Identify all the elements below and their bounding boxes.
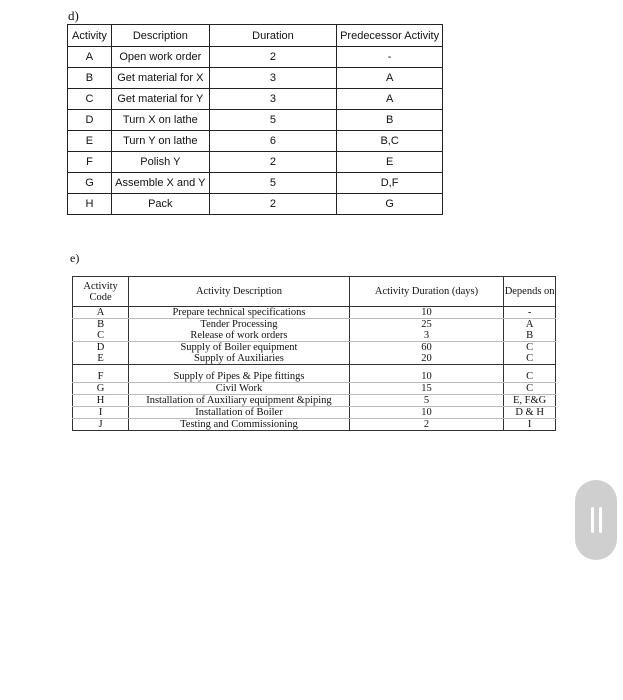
cell: 2	[349, 419, 504, 431]
cell: Testing and Commissioning	[129, 419, 350, 431]
cell: F	[68, 152, 112, 173]
cell: 3	[349, 330, 504, 342]
cell: Prepare technical specifications	[129, 307, 350, 319]
header-activity-code: Activity Code	[73, 277, 129, 307]
handle-bar-icon	[591, 507, 594, 533]
cell: 3	[209, 89, 337, 110]
cell: Pack	[111, 194, 209, 215]
cell: H	[68, 194, 112, 215]
table-row	[68, 173, 443, 194]
table-row	[73, 383, 556, 395]
table-row	[73, 353, 556, 365]
cell: Open work order	[111, 47, 209, 68]
cell: 20	[349, 353, 504, 365]
cell: C	[504, 353, 556, 365]
cell: C	[504, 383, 556, 395]
cell: Turn X on lathe	[111, 110, 209, 131]
table-row	[68, 47, 443, 68]
header-activity: Activity	[68, 25, 112, 47]
cell: C	[504, 371, 556, 383]
table-row	[73, 407, 556, 419]
cell: 6	[209, 131, 337, 152]
cell: Supply of Auxiliaries	[129, 353, 350, 365]
table-d	[67, 24, 443, 215]
cell: 5	[209, 173, 337, 194]
table-row	[68, 194, 443, 215]
cell: A	[73, 307, 129, 319]
cell: 3	[209, 68, 337, 89]
cell: Get material for Y	[111, 89, 209, 110]
table-row	[68, 131, 443, 152]
cell: D	[73, 342, 129, 354]
table-e	[72, 276, 556, 431]
table-row	[73, 395, 556, 407]
table-row	[73, 371, 556, 383]
cell: H	[73, 395, 129, 407]
cell: 10	[349, 407, 504, 419]
cell: 25	[349, 319, 504, 331]
cell: E, F&G	[504, 395, 556, 407]
cell: Installation of Auxiliary equipment &piping	[129, 395, 350, 407]
cell: E	[337, 152, 443, 173]
cell: Polish Y	[111, 152, 209, 173]
side-handle-button[interactable]	[575, 480, 617, 560]
cell: E	[73, 353, 129, 365]
section-d-label: d)	[68, 8, 79, 23]
cell: D	[68, 110, 112, 131]
cell: F	[73, 371, 129, 383]
cell: 2	[209, 152, 337, 173]
cell: B	[504, 330, 556, 342]
cell: C	[504, 342, 556, 354]
table-row	[73, 319, 556, 331]
table-row	[68, 152, 443, 173]
cell: E	[68, 131, 112, 152]
table-row	[68, 89, 443, 110]
table-row	[73, 342, 556, 354]
cell: Supply of Pipes & Pipe fittings	[129, 371, 350, 383]
header-description: Description	[111, 25, 209, 47]
cell: Get material for X	[111, 68, 209, 89]
cell: A	[68, 47, 112, 68]
cell: A	[337, 89, 443, 110]
cell: A	[337, 68, 443, 89]
cell: Installation of Boiler	[129, 407, 350, 419]
table-row	[73, 307, 556, 319]
cell: 2	[209, 194, 337, 215]
handle-bar-icon	[599, 507, 602, 533]
cell: G	[68, 173, 112, 194]
cell: 15	[349, 383, 504, 395]
header-activity-description: Activity Description	[129, 277, 350, 307]
header-duration: Duration	[209, 25, 337, 47]
cell: B	[337, 110, 443, 131]
cell: G	[337, 194, 443, 215]
cell: A	[504, 319, 556, 331]
cell: -	[337, 47, 443, 68]
cell: 5	[209, 110, 337, 131]
cell: 60	[349, 342, 504, 354]
cell: B,C	[337, 131, 443, 152]
cell: Civil Work	[129, 383, 350, 395]
cell: 10	[349, 307, 504, 319]
cell: C	[68, 89, 112, 110]
header-depends-on: Depends on	[504, 277, 556, 307]
table-row	[68, 68, 443, 89]
cell: Assemble X and Y	[111, 173, 209, 194]
cell: -	[504, 307, 556, 319]
cell: B	[73, 319, 129, 331]
cell: Turn Y on lathe	[111, 131, 209, 152]
cell: 2	[209, 47, 337, 68]
cell: Release of work orders	[129, 330, 350, 342]
section-e-label: e)	[70, 251, 80, 265]
table-e-header-row	[73, 277, 556, 307]
cell: G	[73, 383, 129, 395]
cell: B	[68, 68, 112, 89]
cell: D,F	[337, 173, 443, 194]
header-activity-duration: Activity Duration (days)	[349, 277, 504, 307]
table-d-header-row	[68, 25, 443, 47]
cell: Tender Processing	[129, 319, 350, 331]
cell: I	[73, 407, 129, 419]
cell: C	[73, 330, 129, 342]
header-predecessor: Predecessor Activity	[337, 25, 443, 47]
table-row	[68, 110, 443, 131]
cell: Supply of Boiler equipment	[129, 342, 350, 354]
cell: D & H	[504, 407, 556, 419]
cell: J	[73, 419, 129, 431]
table-row	[73, 419, 556, 431]
cell: I	[504, 419, 556, 431]
cell: 5	[349, 395, 504, 407]
table-row	[73, 330, 556, 342]
cell: 10	[349, 371, 504, 383]
